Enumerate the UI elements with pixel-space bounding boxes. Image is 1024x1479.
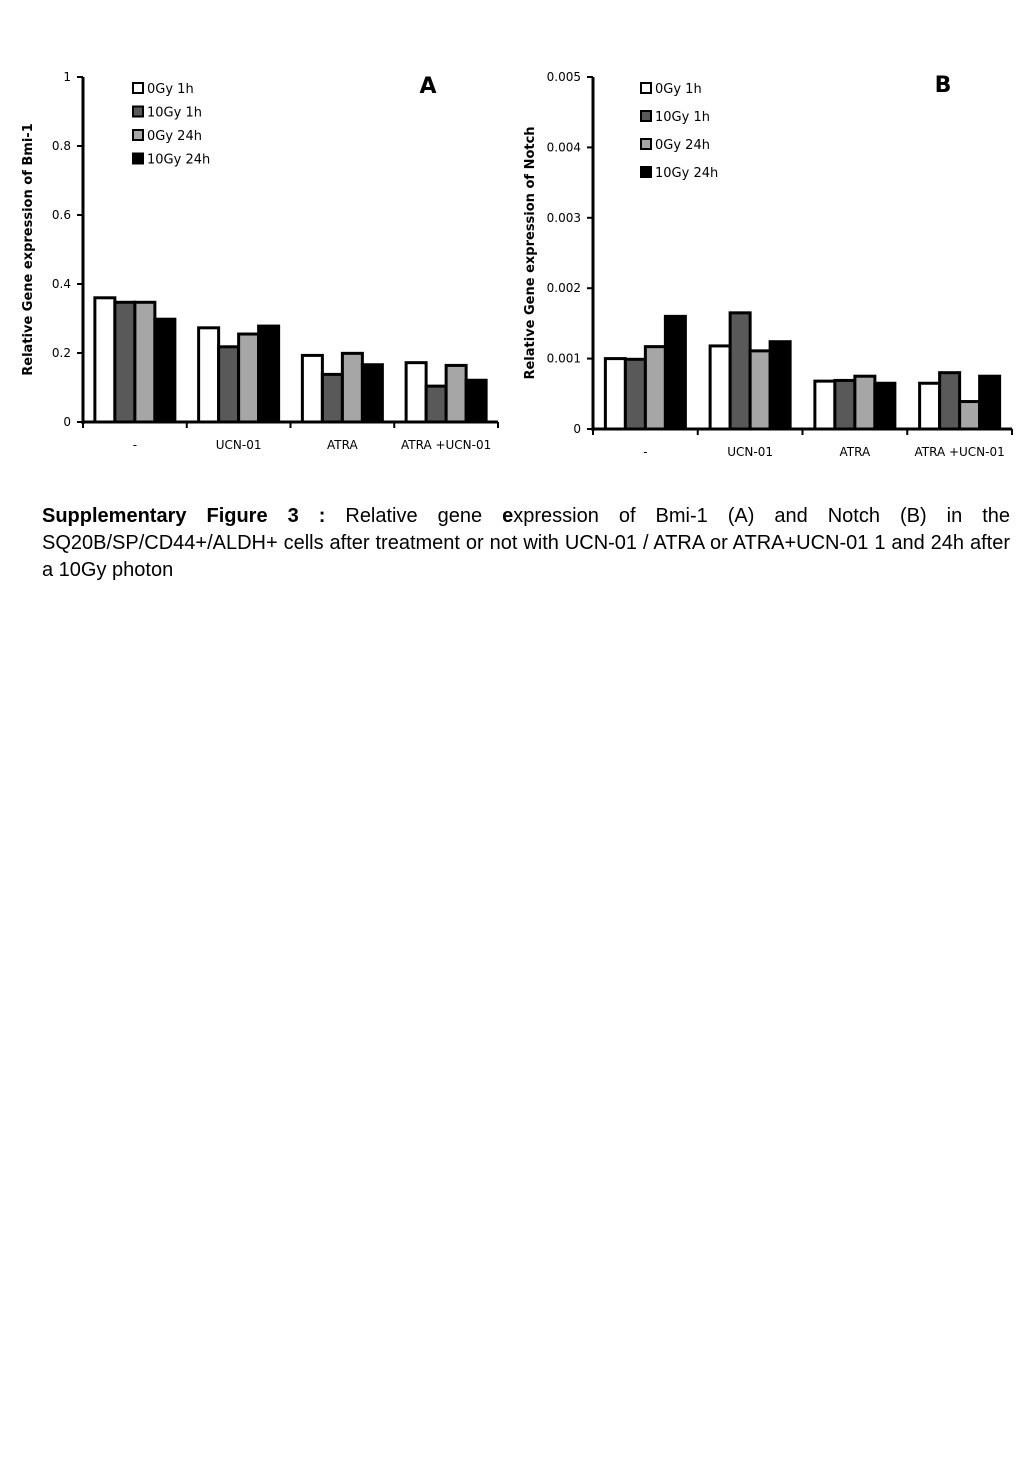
y-axis-label: Relative Gene expression of Bmi-1 xyxy=(21,123,36,376)
x-tick-label: UCN-01 xyxy=(727,445,773,459)
legend-swatch xyxy=(641,111,651,121)
bar-10gy-1h-1 xyxy=(730,313,750,429)
y-axis-label: Relative Gene expression of Notch xyxy=(523,126,538,380)
bar-0gy-24h-2 xyxy=(855,376,875,429)
y-tick-label: 0.005 xyxy=(546,70,581,84)
legend-label: 0Gy 1h xyxy=(147,82,194,97)
legend-swatch xyxy=(133,154,143,164)
legend-swatch xyxy=(641,167,651,177)
legend-swatch xyxy=(133,130,143,140)
bar-0gy-1h-0 xyxy=(605,359,625,429)
legend-label: 10Gy 1h xyxy=(147,105,202,121)
caption-text-1: Relative gene xyxy=(325,505,503,527)
figure-caption xyxy=(42,503,1010,584)
bar-0gy-24h-3 xyxy=(960,402,980,429)
bar-10gy-24h-0 xyxy=(155,319,175,422)
legend-label: 0Gy 24h xyxy=(147,129,202,144)
bar-10gy-24h-3 xyxy=(466,380,486,422)
bar-10gy-24h-2 xyxy=(362,365,382,422)
bar-0gy-1h-2 xyxy=(302,355,322,422)
bar-0gy-1h-3 xyxy=(920,383,940,429)
bar-0gy-1h-1 xyxy=(710,346,730,429)
y-tick-label: 0.8 xyxy=(51,139,71,153)
bar-10gy-24h-3 xyxy=(980,376,1000,429)
bar-10gy-24h-0 xyxy=(665,316,685,429)
caption-label: Supplementary Figure 3 : xyxy=(42,505,326,527)
caption-text-2: xpression of Bmi-1 (A) and Notch (B) in the SQ20B/SP/CD44+/ALDH+ cells after treatment or not with UCN-01 / ATRA or ATRA+UCN-01 1 and 24h after a 10Gy photon xyxy=(42,505,1010,581)
y-tick-label: 0.4 xyxy=(51,277,71,291)
bar-10gy-24h-1 xyxy=(770,342,790,429)
x-tick-label: ATRA +UCN-01 xyxy=(914,445,1005,459)
y-tick-label: 0.6 xyxy=(51,208,71,222)
panel-label: A xyxy=(419,74,437,99)
legend-swatch xyxy=(641,139,651,149)
legend-label: 0Gy 1h xyxy=(655,82,702,97)
bar-0gy-1h-2 xyxy=(815,381,835,429)
bar-10gy-1h-3 xyxy=(940,373,960,429)
bar-10gy-24h-1 xyxy=(259,326,279,422)
x-tick-label: ATRA +UCN-01 xyxy=(400,438,492,452)
panel-label: B xyxy=(934,73,952,98)
bar-0gy-24h-1 xyxy=(750,351,770,429)
bar-10gy-1h-1 xyxy=(219,347,239,422)
bar-10gy-24h-2 xyxy=(875,383,895,429)
y-tick-label: 0.003 xyxy=(546,210,581,225)
bar-0gy-1h-0 xyxy=(95,298,115,422)
y-tick-label: 0.2 xyxy=(51,346,71,360)
legend-swatch xyxy=(133,107,143,117)
bar-0gy-24h-0 xyxy=(135,302,155,422)
bar-0gy-24h-1 xyxy=(239,334,259,422)
caption-bold-letter: e xyxy=(502,505,514,527)
bar-0gy-24h-2 xyxy=(342,353,362,422)
bar-0gy-24h-3 xyxy=(446,365,466,422)
x-tick-label: - xyxy=(643,445,648,459)
y-tick-label: 0 xyxy=(573,422,581,436)
legend-swatch xyxy=(133,83,143,93)
y-tick-label: 0.002 xyxy=(546,281,581,296)
x-tick-label: ATRA xyxy=(327,438,358,452)
bar-0gy-1h-3 xyxy=(406,363,426,422)
legend-label: 10Gy 1h xyxy=(655,110,710,125)
bar-10gy-1h-2 xyxy=(835,380,855,429)
x-tick-label: - xyxy=(132,438,138,452)
legend-label: 0Gy 24h xyxy=(655,138,710,153)
y-tick-label: 0 xyxy=(63,415,71,429)
bar-10gy-1h-2 xyxy=(322,374,342,422)
bar-0gy-24h-0 xyxy=(645,347,665,429)
bar-10gy-1h-0 xyxy=(625,359,645,429)
x-tick-label: ATRA xyxy=(839,445,871,459)
legend-swatch xyxy=(641,83,651,93)
y-tick-label: 0.004 xyxy=(546,140,581,155)
legend-label: 10Gy 24h xyxy=(147,152,211,168)
bar-0gy-1h-1 xyxy=(199,328,219,422)
bar-10gy-1h-0 xyxy=(115,302,135,422)
chart-a xyxy=(0,0,512,470)
x-tick-label: UCN-01 xyxy=(215,438,262,452)
y-tick-label: 1 xyxy=(63,70,71,84)
legend-label: 10Gy 24h xyxy=(655,166,719,181)
y-tick-label: 0.001 xyxy=(546,351,581,366)
bar-10gy-1h-3 xyxy=(426,386,446,422)
chart-b xyxy=(510,0,1024,470)
